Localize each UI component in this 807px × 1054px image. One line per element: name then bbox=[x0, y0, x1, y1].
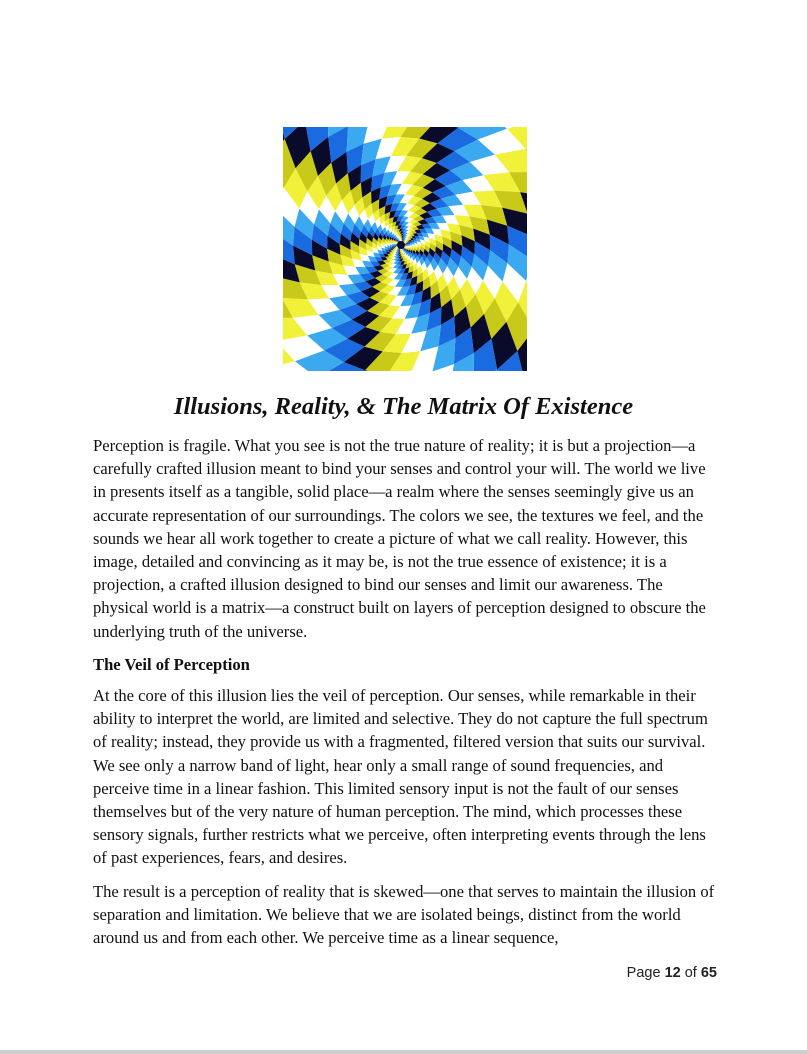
spiral-center bbox=[397, 241, 405, 249]
page-bottom-edge bbox=[0, 1050, 807, 1054]
current-page: 12 bbox=[664, 965, 681, 981]
spiral-illusion-image bbox=[283, 127, 527, 371]
body-text bbox=[93, 434, 718, 959]
page-label: Page bbox=[626, 965, 661, 981]
spiral-illusion-graphic bbox=[283, 127, 527, 371]
total-pages: 65 bbox=[700, 965, 717, 981]
paragraph-result: The result is a perception of reality that is skewed—one that serves to maintain the illusion of separation and limitation. We believe that we are isolated beings, distinct from the world around us and from each other. We perceive time as a linear sequence, bbox=[93, 881, 715, 948]
page-title: Illusions, Reality, & The Matrix Of Existence bbox=[173, 393, 634, 420]
page-number bbox=[560, 965, 717, 981]
paragraph-veil: At the core of this illusion lies the veil of perception. Our senses, while remarkable in their ability to interpret the world, are limited and selective. They do not capture the full spectrum of reality; instead, they provide us with a fragmented, filtered version that suits our survival. We see only a narrow band of light, hear only a small range of sound frequencies, and perceive time in a linear fashion. This limited sensory input is not the fault of our senses themselves but of the very nature of human perception. The mind, which processes these sensory signals, further restricts what we perceive, often interpreting events through the lens of past experiences, fears, and desires. bbox=[93, 686, 708, 868]
section-heading: The Veil of Perception bbox=[93, 654, 250, 674]
page-of-label: of bbox=[684, 965, 697, 981]
paragraph-intro: Perception is fragile. What you see is not the true nature of reality; it is but a projection—a carefully crafted illusion meant to bind your senses and control your will. The world we live in presents itself as a tangible, solid place—a realm where the senses seemingly give us an accurate representation of our surroundings. The colors we see, the textures we feel, and the sounds we hear all work together to create a picture of what we call reality. However, this image, detailed and convincing as it may be, is not the true essence of existence; it is a projection, a crafted illusion designed to bind our senses and limit our awareness. The physical world is a matrix—a construct built on layers of perception designed to obscure the underlying truth of the universe. bbox=[93, 436, 706, 641]
spiral-rings bbox=[283, 127, 527, 371]
